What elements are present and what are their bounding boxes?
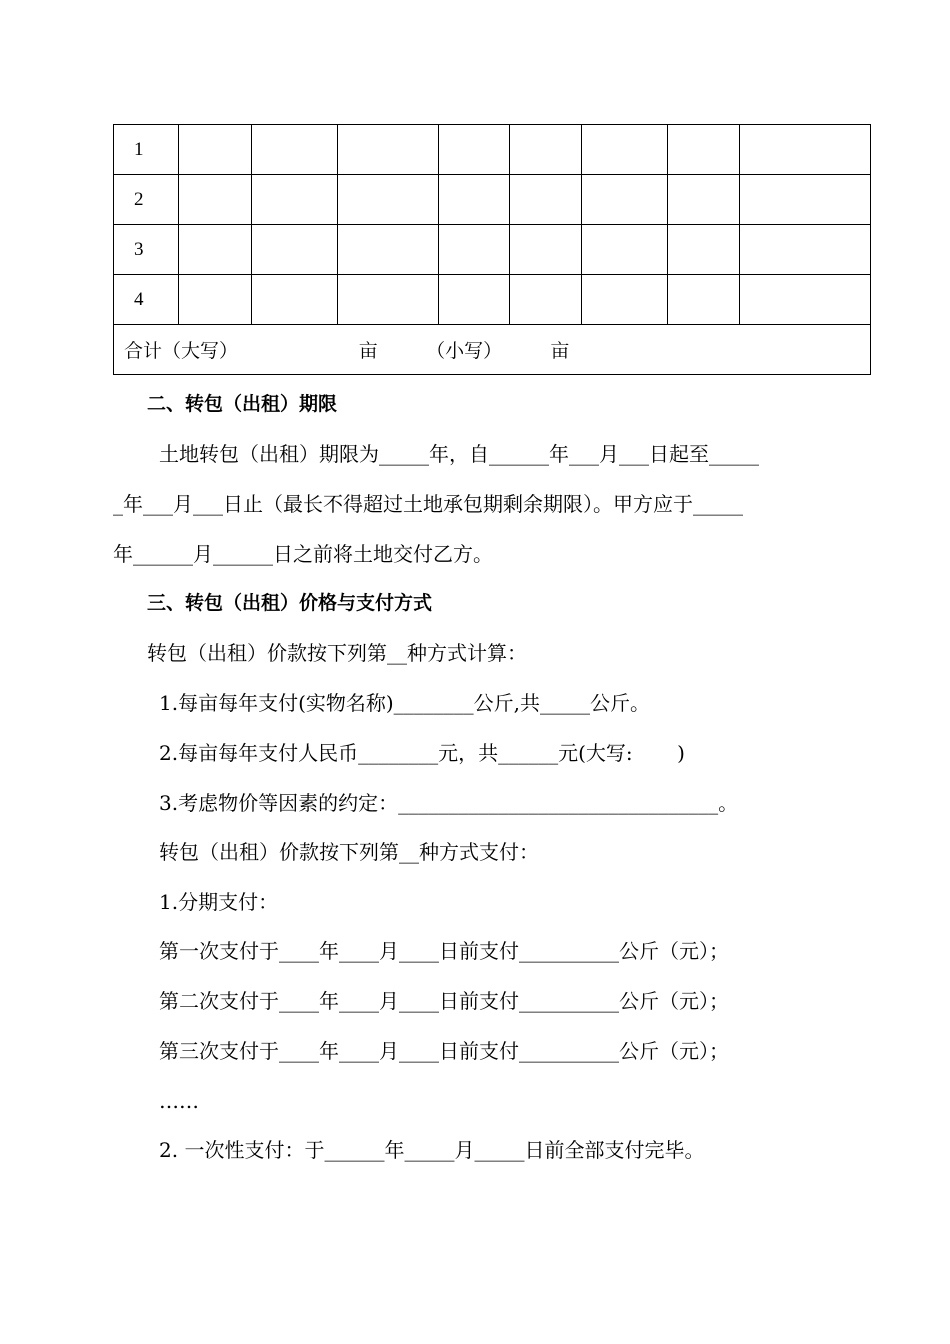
table-cell — [668, 225, 740, 275]
table-cell — [439, 275, 510, 325]
calc-option-3: 3.考虑物价等因素的约定：________________________________。 — [159, 791, 739, 815]
land-table — [113, 124, 871, 375]
table-cell — [510, 225, 582, 275]
section2-heading: 二、转包（出租）期限 — [147, 393, 338, 415]
calc-intro: 转包（出租）价款按下列第__种方式计算： — [147, 641, 527, 665]
installment-3: 第三次支付于____年____月____日前支付__________公斤（元）； — [159, 1039, 729, 1063]
row-number: 2 — [114, 175, 179, 225]
table-cell — [740, 275, 871, 325]
table-cell — [582, 225, 668, 275]
table-cell — [740, 225, 871, 275]
pay-intro: 转包（出租）价款按下列第__种方式支付： — [159, 840, 539, 864]
table-cell — [582, 175, 668, 225]
table-cell — [252, 175, 338, 225]
calc-option-1: 1.每亩每年支付(实物名称)________公斤,共_____公斤。 — [159, 691, 651, 715]
table-cell — [740, 125, 871, 175]
table-cell — [179, 275, 252, 325]
calc-option-2: 2.每亩每年支付人民币________元，共______元(大写: ) — [159, 741, 685, 765]
table-cell — [338, 225, 439, 275]
row-number: 1 — [114, 125, 179, 175]
table-cell — [252, 225, 338, 275]
table-total: 合计（大写） 亩 （小写） 亩 — [114, 325, 871, 375]
installment-1: 第一次支付于____年____月____日前支付__________公斤（元）； — [159, 939, 729, 963]
row-number: 3 — [114, 225, 179, 275]
term-paragraph-line2: _年___月___日止（最长不得超过土地承包期剩余期限）。甲方应于_____ — [113, 492, 743, 516]
table-cell — [439, 175, 510, 225]
table-row — [114, 225, 871, 275]
term-paragraph-line1: 土地转包（出租）期限为_____年，自______年___月___日起至_____ — [159, 442, 759, 466]
table-cell — [338, 275, 439, 325]
table-cell — [510, 125, 582, 175]
table-cell — [668, 125, 740, 175]
table-cell — [252, 275, 338, 325]
table-row — [114, 275, 871, 325]
table-cell — [439, 225, 510, 275]
table-cell — [510, 275, 582, 325]
table-cell — [740, 175, 871, 225]
table-cell — [179, 225, 252, 275]
section3-heading: 三、转包（出租）价格与支付方式 — [147, 592, 433, 614]
table-cell — [338, 175, 439, 225]
table-cell — [668, 275, 740, 325]
pay-option-2: 2. 一次性支付：于______年_____月_____日前全部支付完毕。 — [159, 1138, 705, 1162]
row-number: 4 — [114, 275, 179, 325]
installment-2: 第二次支付于____年____月____日前支付__________公斤（元）； — [159, 989, 729, 1013]
table-cell — [252, 125, 338, 175]
table-row — [114, 175, 871, 225]
table-total-row — [114, 325, 871, 375]
table-cell — [510, 175, 582, 225]
table-cell — [439, 125, 510, 175]
table-row — [114, 125, 871, 175]
installment-ellipsis: …… — [159, 1089, 199, 1113]
table-cell — [179, 125, 252, 175]
pay-option-1: 1.分期支付： — [159, 890, 279, 914]
table-cell — [582, 125, 668, 175]
table-cell — [582, 275, 668, 325]
table-cell — [668, 175, 740, 225]
term-paragraph-line3: 年______月______日之前将土地交付乙方。 — [113, 542, 493, 566]
table-cell — [179, 175, 252, 225]
table-cell — [338, 125, 439, 175]
